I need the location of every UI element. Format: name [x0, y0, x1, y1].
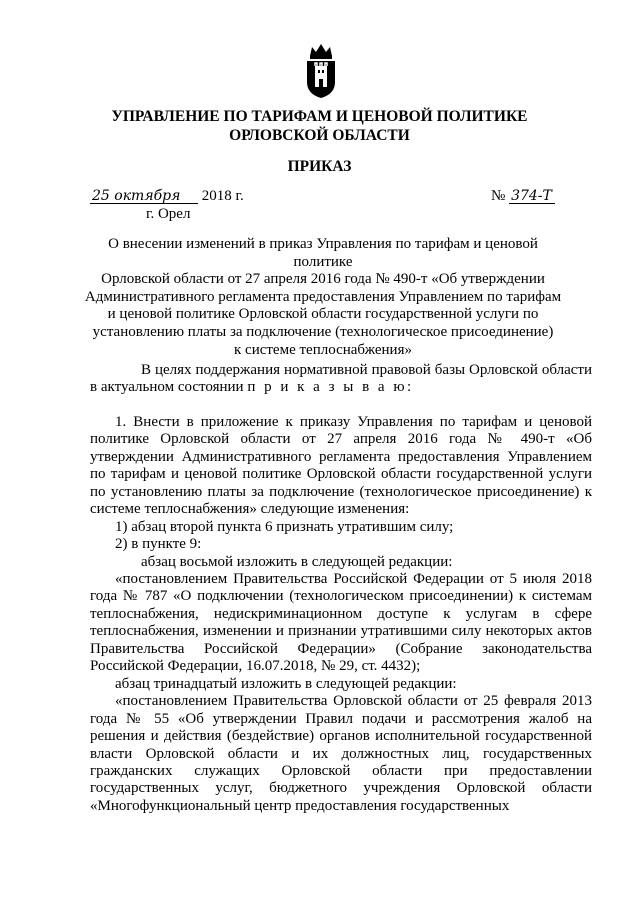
- paragraph-13-intro: абзац тринадцатый изложить в следующей редакции:: [115, 675, 457, 692]
- org-line-2: ОРЛОВСКОЙ ОБЛАСТИ: [229, 127, 410, 144]
- subitem-2: 2) в пункте 9:: [115, 536, 202, 553]
- subject-line: и ценовой политике Орловской области государственной услуги по: [107, 306, 539, 323]
- paragraph-8-intro: абзац восьмой изложить в следующей редакции:: [141, 553, 453, 570]
- subitem-1: 1) абзац второй пункта 6 признать утратившим силу;: [115, 518, 454, 535]
- year: 2018: [201, 188, 232, 204]
- paragraph-8-text: «постановлением Правительства Российской Федерации от 5 июля 2018 года № 787 «О подключении (технологическом присоединении) к системам теплоснабжения, недискриминационном доступе к услугам в сфере теплоснабжения, изменении и признании утратившими силу некоторых актов Правительства Российской Федерации» (Собрание законодательства Российской Федерации, 16.07.2018, № 29, ст. 4432);: [90, 570, 592, 675]
- item-1-paragraph: 1. Внести в приложение к приказу Управления по тарифам и ценовой политике Орловской области от 27 апреля 2016 года № 490-т «Об утверждении Административного регламента предоставления Управлением по тарифам и ценовой политике Орловской области государственной услуги по установлению платы за подключение (технологическое присоединение) к системе теплоснабжения» следующие изменения:: [90, 413, 592, 518]
- subject-line: установлению платы за подключение (технологическое присоединение): [92, 323, 554, 340]
- paragraph-13-text: «постановлением Правительства Орловской области от 25 февраля 2013 года № 55 «Об утверждении Правил подачи и рассмотрения жалоб на решения и действия (бездействие) органов исполнительной государственной власти Орловской области и их должностных лиц, государственных гражданских служащих Орловской области при предоставлении государственных услуг, бюджетного учреждения Орловской области «Многофункциональный центр предоставления государственных: [90, 693, 592, 814]
- organization-name: [60, 107, 579, 145]
- preamble-paragraph: [90, 362, 592, 397]
- date-block: [90, 187, 244, 223]
- preamble-text: В целях поддержания нормативной правовой базы Орловской области в актуальном состоянии: [90, 362, 592, 396]
- document-type: ПРИКАЗ: [287, 158, 352, 175]
- number-sign: №: [491, 188, 506, 204]
- year-suffix: г.: [235, 188, 244, 204]
- subject-line: к системе теплоснабжения»: [234, 341, 412, 358]
- subject-line: Орловской области от 27 апреля 2016 года № 490-т «Об утверждении: [101, 271, 545, 288]
- subject-line: Административного регламента предоставления Управлением по тарифам: [84, 288, 562, 305]
- orel-coat-of-arms-icon: [303, 42, 339, 100]
- handwritten-number: 374-Т: [509, 189, 555, 204]
- org-line-1: УПРАВЛЕНИЕ ПО ТАРИФАМ И ЦЕНОВОЙ ПОЛИТИКЕ: [111, 108, 528, 125]
- subject-line: О внесении изменений в приказ Управления по тарифам и ценовой политике: [108, 236, 538, 270]
- document-body: [90, 362, 592, 815]
- city: г. Орел: [146, 206, 191, 222]
- handwritten-date: 25 октября: [90, 189, 198, 204]
- order-word: п р и к а з ы в а ю:: [247, 379, 414, 396]
- order-number: [491, 187, 555, 205]
- document-subject: [78, 236, 568, 359]
